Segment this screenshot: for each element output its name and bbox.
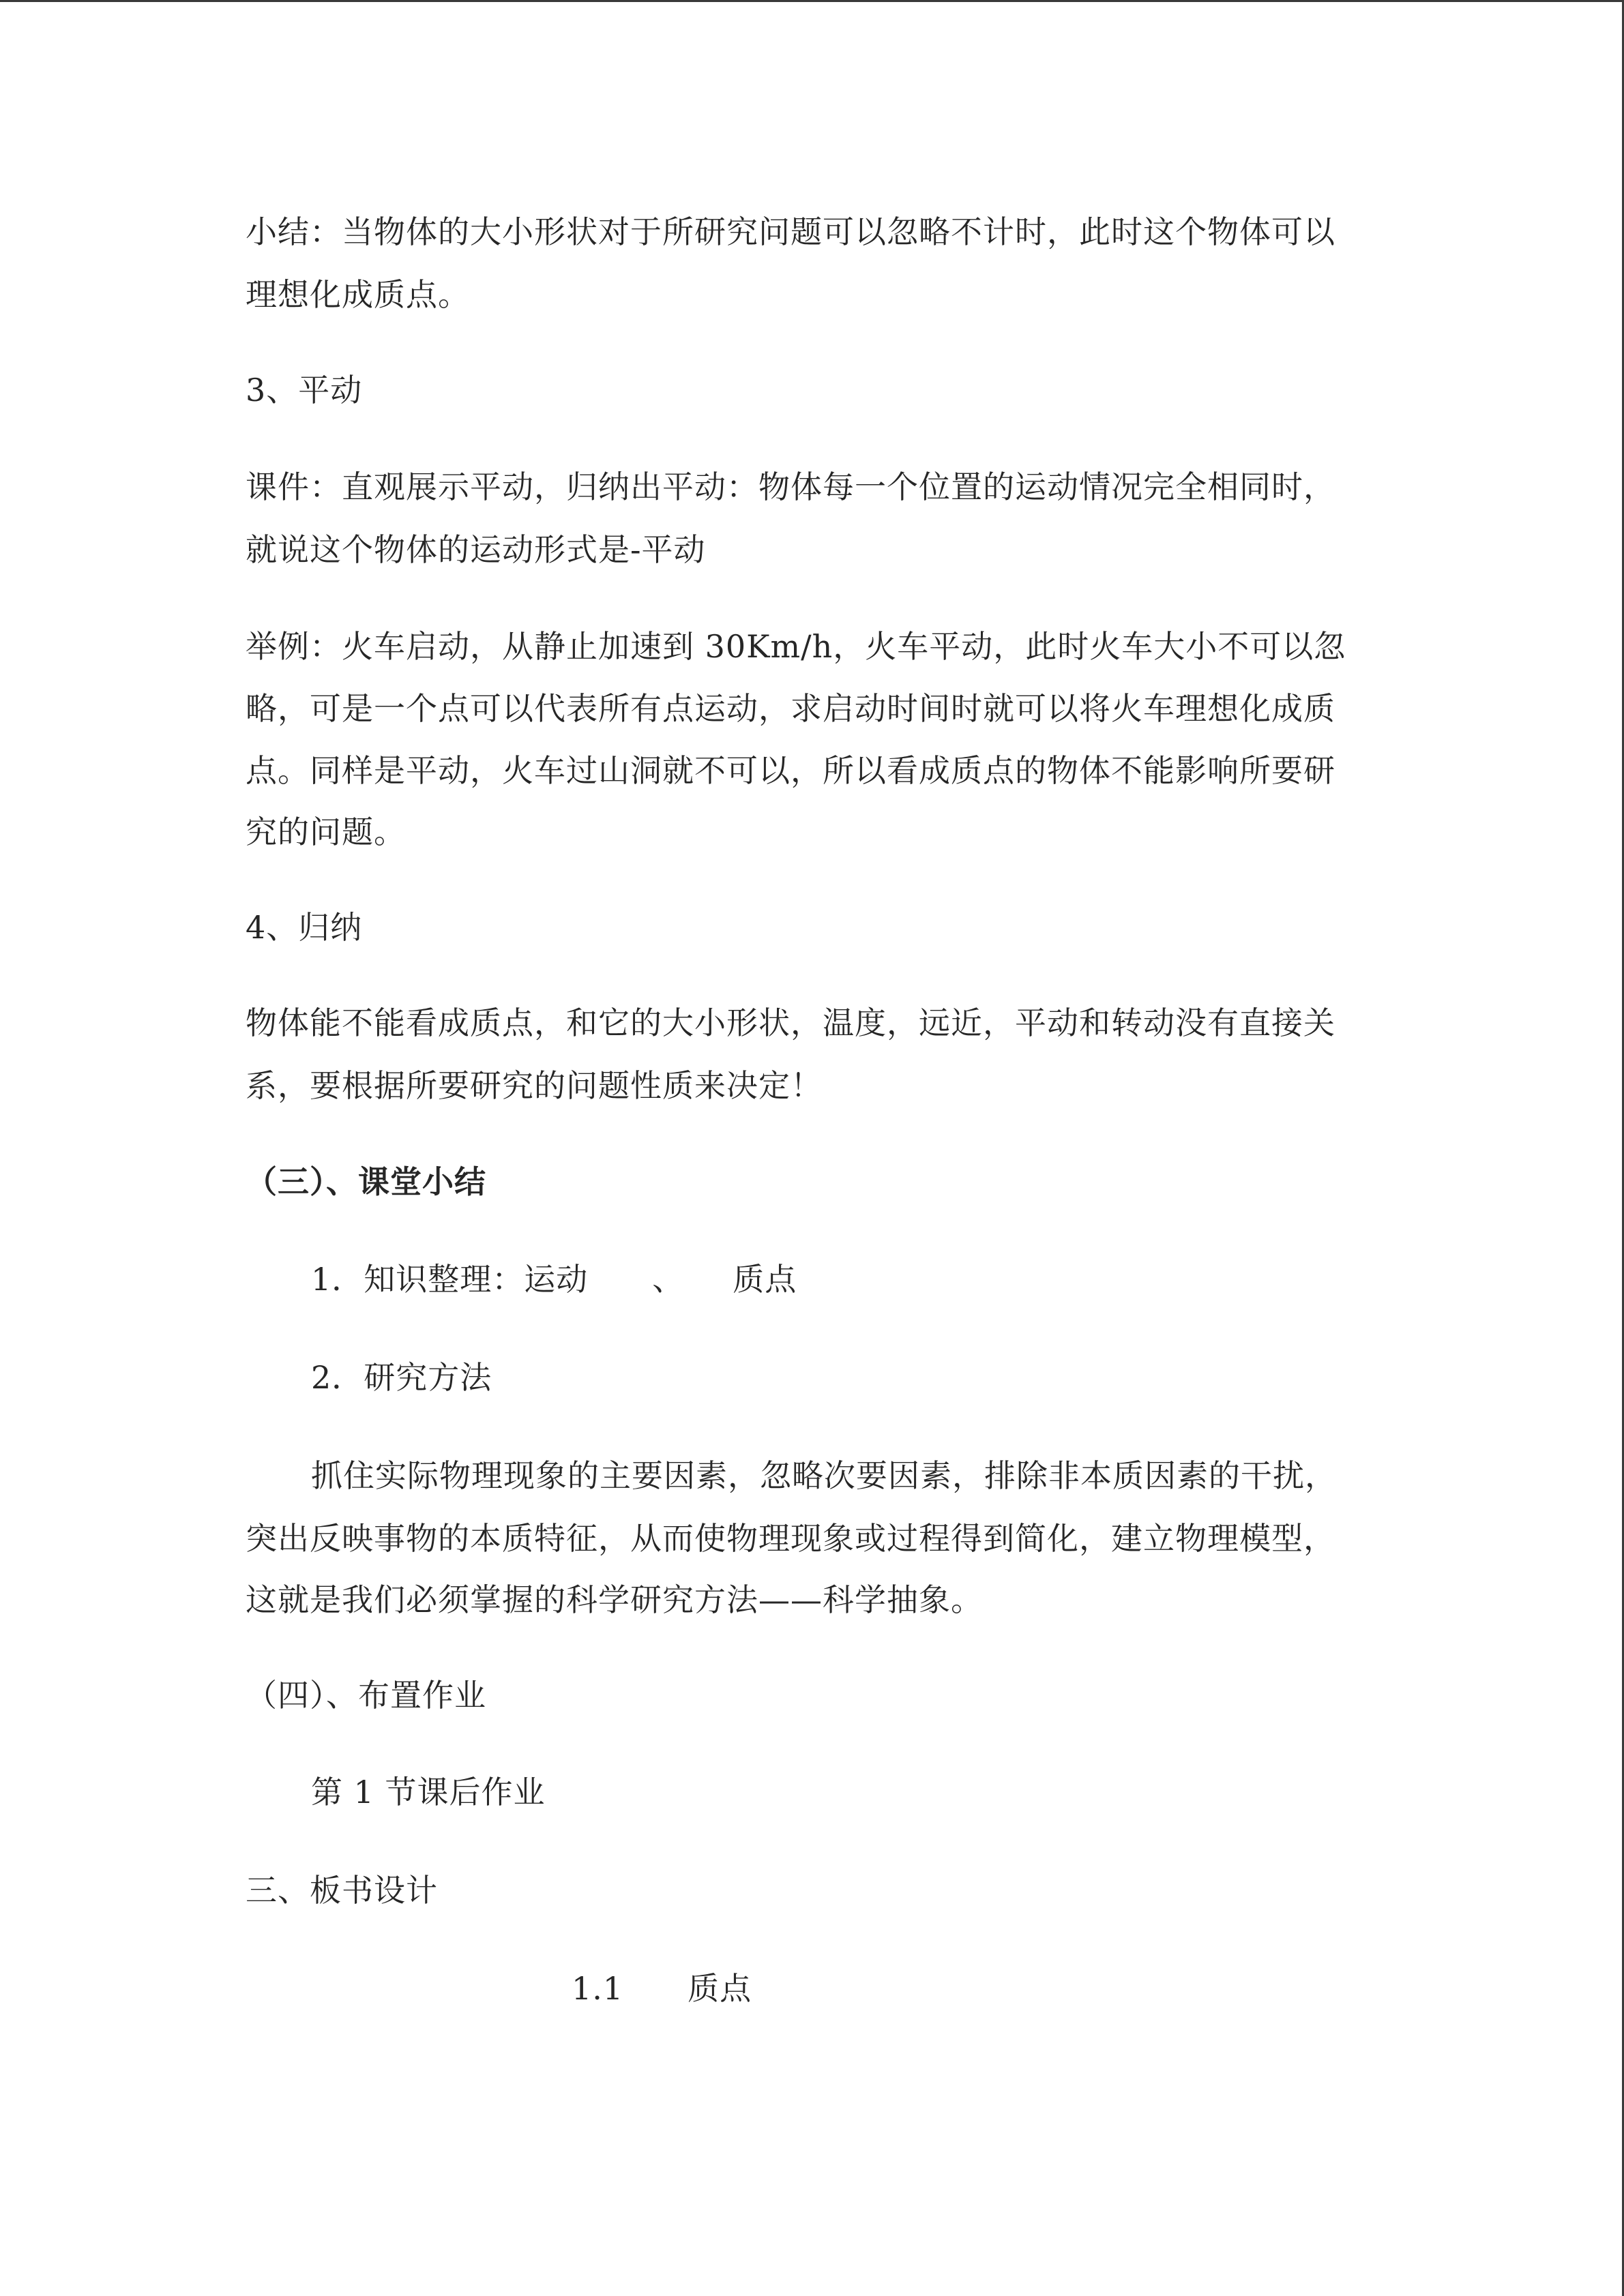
method-item: 2．研究方法 [311,1359,492,1396]
method-line-1: 抓住实际物理现象的主要因素，忽略次要因素，排除非本质因素的干扰， [311,1457,1337,1494]
induction-line-1: 物体能不能看成质点，和它的大小形状，温度，远近，平动和转动没有直接关 [246,1004,1335,1041]
board-title: 1.1 质点 [572,1970,752,2007]
summary-line-2: 理想化成质点。 [246,276,470,313]
summary-line-1: 小结：当物体的大小形状对于所研究问题可以忽略不计时，此时这个物体可以 [246,213,1335,250]
class-summary-heading: （三）、课堂小结 [246,1163,486,1200]
method-line-2: 突出反映事物的本质特征，从而使物理现象或过程得到简化，建立物理模型， [246,1520,1335,1557]
page-top-border [0,0,1624,2]
homework-item: 第 1 节课后作业 [311,1774,546,1810]
example-line-3: 点。同样是平动，火车过山洞就不可以，所以看成质点的物体不能影响所要研 [246,752,1335,789]
method-line-3: 这就是我们必须掌握的科学研究方法——科学抽象。 [246,1581,983,1618]
example-line-4: 究的问题。 [246,814,406,850]
example-line-1: 举例：火车启动，从静止加速到 30Km/h，火车平动，此时火车大小不可以忽 [246,628,1346,665]
knowledge-item: 1．知识整理：运动 、 质点 [311,1261,797,1298]
induction-line-2: 系，要根据所要研究的问题性质来决定！ [246,1067,823,1104]
courseware-line-1: 课件：直观展示平动，归纳出平动：物体每一个位置的运动情况完全相同时， [246,468,1335,505]
board-design-heading: 三、板书设计 [246,1872,438,1909]
section-4-heading: 4、归纳 [246,909,363,946]
section-3-heading: 3、平动 [246,372,363,408]
homework-heading: （四）、布置作业 [246,1677,486,1714]
courseware-line-2: 就说这个物体的运动形式是-平动 [246,531,706,568]
example-line-2: 略，可是一个点可以代表所有点运动，求启动时间时就可以将火车理想化成质 [246,690,1335,727]
